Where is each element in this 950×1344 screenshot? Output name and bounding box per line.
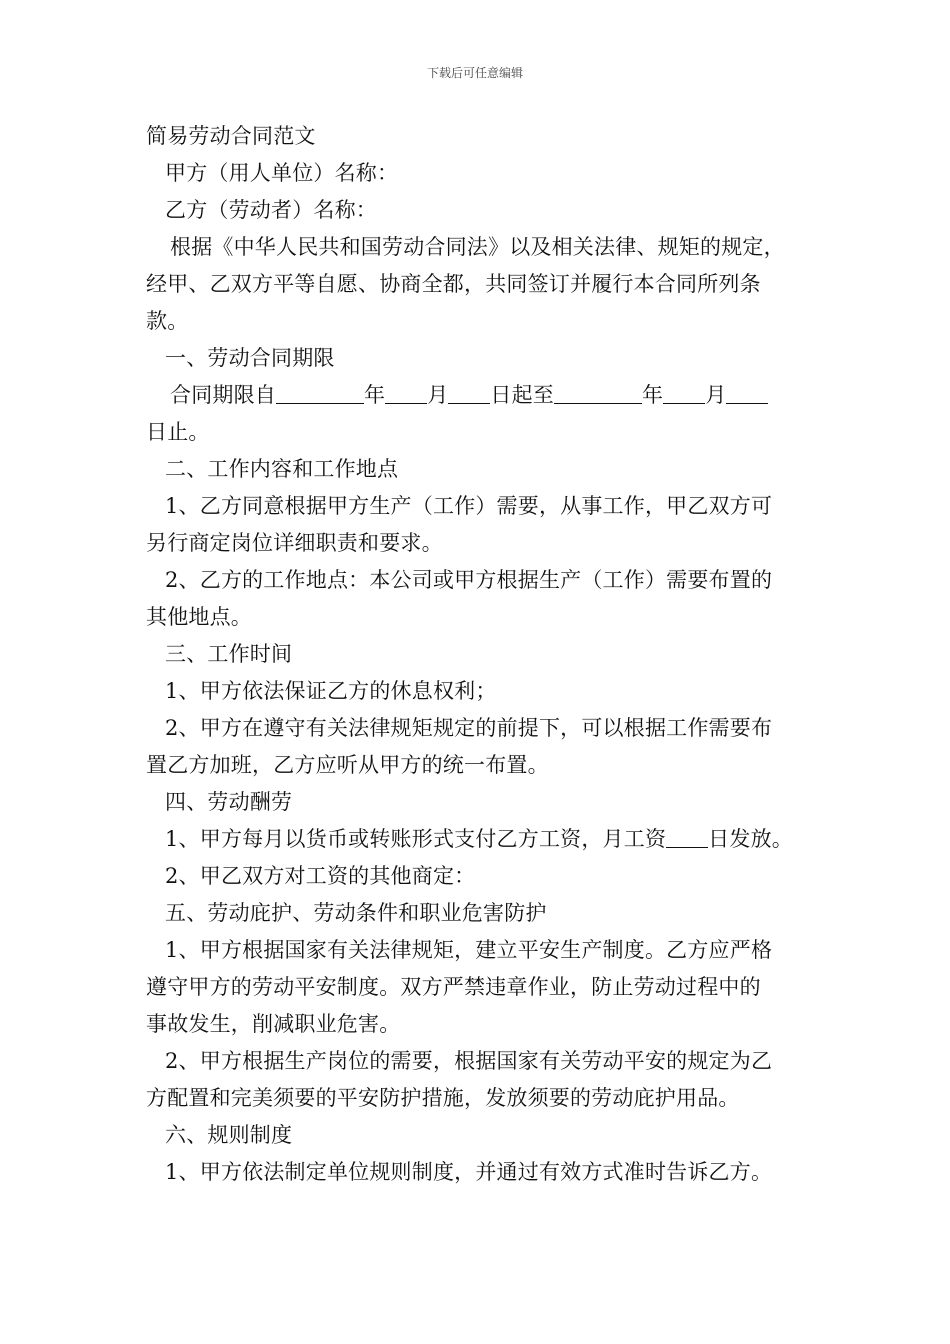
- clause-line: 遵守甲方的劳动平安制度。双方严禁违章作业，防止劳动过程中的: [146, 975, 761, 999]
- clause-line: 1、甲方依法制定单位规则制度，并通过有效方式准时告诉乙方。: [165, 1160, 773, 1184]
- salary-text: 1、甲方每月以货币或转账形式支付乙方工资，月工资: [165, 827, 667, 851]
- section-heading-rules: 六、规则制度: [165, 1123, 293, 1147]
- clause-line: 2、甲乙双方对工资的其他商定：: [165, 864, 476, 888]
- term-text: 月: [427, 383, 449, 407]
- end-month-blank: [663, 383, 705, 404]
- salary-clause-line: [146, 821, 816, 858]
- term-text: 日起至: [490, 383, 555, 407]
- clause-line: 另行商定岗位详细职责和要求。: [146, 531, 443, 555]
- contract-document: [146, 118, 816, 1191]
- clause-line: 其他地点。: [146, 605, 252, 629]
- end-year-blank: [554, 383, 642, 404]
- clause-line: 事故发生，削减职业危害。: [146, 1012, 401, 1036]
- intro-paragraph-line: 经甲、乙双方平等自愿、协商全都，共同签订并履行本合同所列条: [146, 272, 761, 296]
- clause-line: 方配置和完美须要的平安防护措施，发放须要的劳动庇护用品。: [146, 1086, 740, 1110]
- clause-line: 1、甲方根据国家有关法律规矩，建立平安生产制度。乙方应严格: [165, 938, 773, 962]
- start-year-blank: [276, 383, 364, 404]
- contract-term-line: [146, 377, 816, 414]
- section-heading-term: 一、劳动合同期限: [165, 346, 335, 370]
- clause-line: 2、甲方根据生产岗位的需要，根据国家有关劳动平安的规定为乙: [165, 1049, 773, 1073]
- clause-line: 1、甲方依法保证乙方的休息权利；: [165, 679, 497, 703]
- term-text: 年: [364, 383, 386, 407]
- end-day-blank: [726, 383, 768, 404]
- section-heading-pay: 四、劳动酬劳: [165, 790, 293, 814]
- start-month-blank: [385, 383, 427, 404]
- term-text: 月: [705, 383, 727, 407]
- intro-paragraph-line: 款。: [146, 309, 189, 333]
- contract-term-end: 日止。: [146, 420, 210, 444]
- section-heading-work: 二、工作内容和工作地点: [165, 457, 399, 481]
- clause-line: 2、乙方的工作地点：本公司或甲方根据生产（工作）需要布置的: [165, 568, 773, 592]
- intro-paragraph-line: 根据《中华人民共和国劳动合同法》以及相关法律、规矩的规定，: [170, 235, 785, 259]
- page-header-note: 下载后可任意编辑: [426, 66, 523, 80]
- clause-line: 1、乙方同意根据甲方生产（工作）需要，从事工作，甲乙双方可: [165, 494, 773, 518]
- term-text: 合同期限自: [170, 383, 276, 407]
- clause-line: 置乙方加班，乙方应听从甲方的统一布置。: [146, 753, 549, 777]
- term-text: 年: [642, 383, 664, 407]
- start-day-blank: [448, 383, 490, 404]
- party-a-name-line: 甲方（用人单位）名称：: [165, 161, 399, 185]
- salary-text: 日发放。: [708, 827, 793, 851]
- party-b-name-line: 乙方（劳动者）名称：: [165, 198, 377, 222]
- pay-day-blank: [666, 827, 708, 848]
- section-heading-hours: 三、工作时间: [165, 642, 293, 666]
- document-title: 简易劳动合同范文: [146, 124, 316, 148]
- clause-line: 2、甲方在遵守有关法律规矩规定的前提下，可以根据工作需要布: [165, 716, 773, 740]
- section-heading-protection: 五、劳动庇护、劳动条件和职业危害防护: [165, 901, 547, 925]
